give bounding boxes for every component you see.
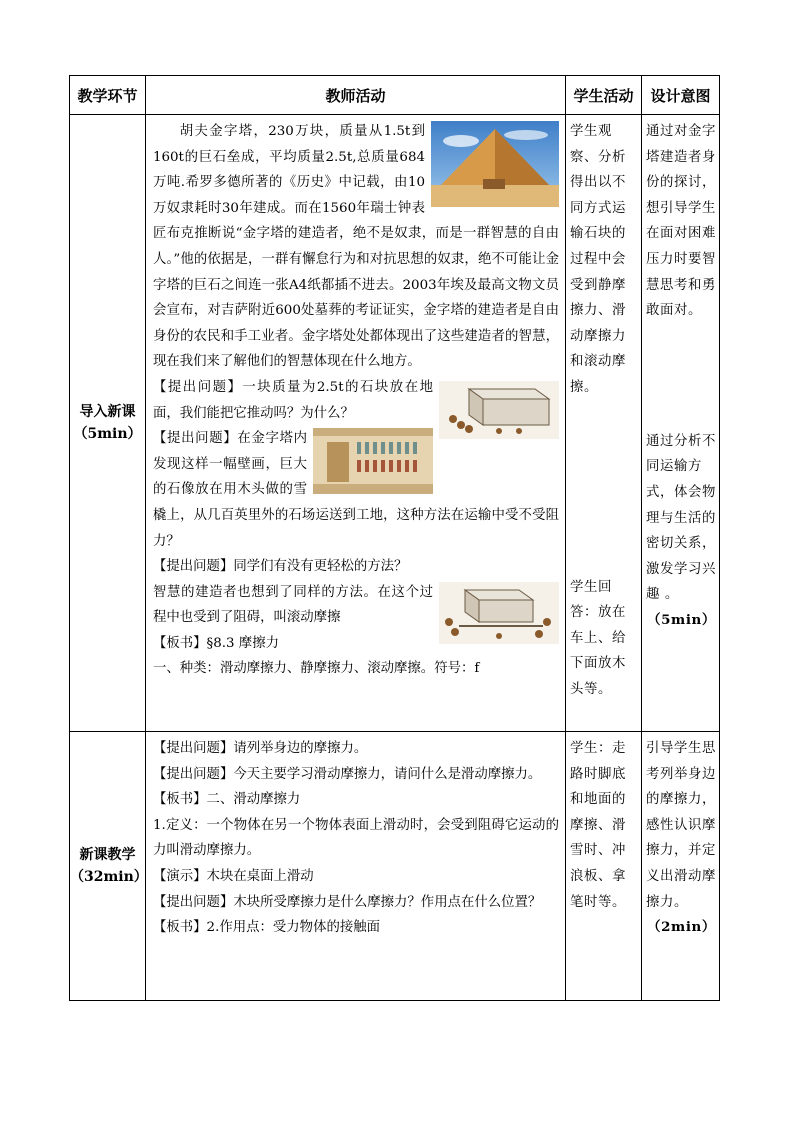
activity-line: 1.定义：一个物体在另一个物体表面上滑动时，会受到阻碍它运动的力叫滑动摩擦力。 [153,817,559,859]
pyramid-photo [431,121,559,207]
header-stage: 教学环节 [70,76,146,115]
stage-name: 导入新课 [79,404,136,420]
stone-block-drawing [439,381,559,439]
table-row [70,732,720,1001]
board-note: 【板书】§8.3 摩擦力 [153,635,279,651]
teacher-activity-cell [146,115,566,732]
student-activity-a: 学生观察、分析得出以不同方式运输石块的过程中会受到静摩擦力、滑动摩擦力和滚动摩擦。 [570,124,626,395]
design-intent-b: 通过分析不同运输方式，体会物理与生活的密切关系，激发学习兴 趣 。 [646,433,716,603]
intro-paragraph: 胡夫金字塔，230万块，质量从1.5t到160t的巨石垒成，平均质量2.5t,总质量684万吨.希罗多德所著的《历史》中记载，由10万奴隶耗时30年建成。而在1560年瑞士钟表匠布克推断说“金字塔的建造者，绝不是奴隶，而是一群智慧的自由人。”他的依据是，一群有懈怠行为和对抗思想的奴隶，绝不可能让金字塔的巨石之间连一张A4纸都插不进去。2003年埃及最高文物文员会宣布，对吉萨附近600处墓葬的考证证实，金字塔的建造者是自由身份的农民和手工业者。金字塔处处都体现出了这些建造者的智慧，现在我们来了解他们的智慧体现在什么地方。 [153,124,559,370]
stone-on-rollers-drawing [439,582,559,644]
header-teacher: 教师活动 [146,76,566,115]
stage-cell [70,115,146,732]
activity-line: 【板书】2.作用点：受力物体的接触面 [153,920,381,936]
stage-cell [70,732,146,1001]
lesson-plan-table [69,75,720,1001]
student-activity-cell [566,732,642,1001]
stage-time: （5min） [73,426,142,442]
design-intent-cell [642,115,720,732]
activity-line: 【板书】二、滑动摩擦力 [153,792,301,808]
design-intent-a: 通过对金字塔建造者身份的探讨，想引导学生在面对困难压力时要智慧思考和勇敢面对。 [646,124,716,319]
design-intent: 引导学生思考列举身边的摩擦力，感性认识摩擦力，并定义出滑动摩擦力。 [646,741,716,910]
question-1: 【提出问题】一块质量为2.5t的石块放在地面，我们能把它推动吗？为什么？ [153,379,433,421]
design-intent-cell [642,732,720,1001]
header-design: 设计意图 [642,76,720,115]
stage-name: 新课教学 [79,847,136,863]
student-activity-b: 学生回答：放在车上、给下面放木头等。 [570,579,626,697]
activity-line: 【提出问题】今天主要学习滑动摩擦力，请问什么是滑动摩擦力。 [153,766,542,782]
kinds-line: 一、种类：滑动摩擦力、静摩擦力、滚动摩擦。符号：f [153,661,480,677]
header-student: 学生活动 [566,76,642,115]
design-intent-time: （2min） [647,919,716,936]
teacher-activity-cell [146,732,566,1001]
egyptian-mural [313,428,433,494]
question-2: 【提出问题】在金字塔内发现这样一幅壁画，巨大的石像放在用木头做的雪橇上，从几百英里外的石场运送到工地，这种方法在运输中受不受阻力？ [153,431,559,549]
question-3-answer: 智慧的建造者也想到了同样的方法。在这个过程中也受到了阻碍，叫滚动摩擦 [153,584,433,626]
student-activity: 学生：走路时脚底和地面的摩擦、滑雪时、冲浪板、拿笔时等。 [570,741,626,910]
table-row [70,115,720,732]
activity-line: 【演示】木块在桌面上滑动 [153,868,314,884]
header-row [70,76,720,115]
student-activity-cell [566,115,642,732]
stage-time: （32min） [70,869,148,885]
activity-line: 【提出问题】木块所受摩擦力是什么摩擦力？作用点在什么位置？ [153,894,542,910]
question-3: 【提出问题】同学们有没有更轻松的方法？ [153,559,408,575]
activity-line: 【提出问题】请列举身边的摩擦力。 [153,741,368,756]
design-intent-b-time: （5min） [647,611,716,628]
